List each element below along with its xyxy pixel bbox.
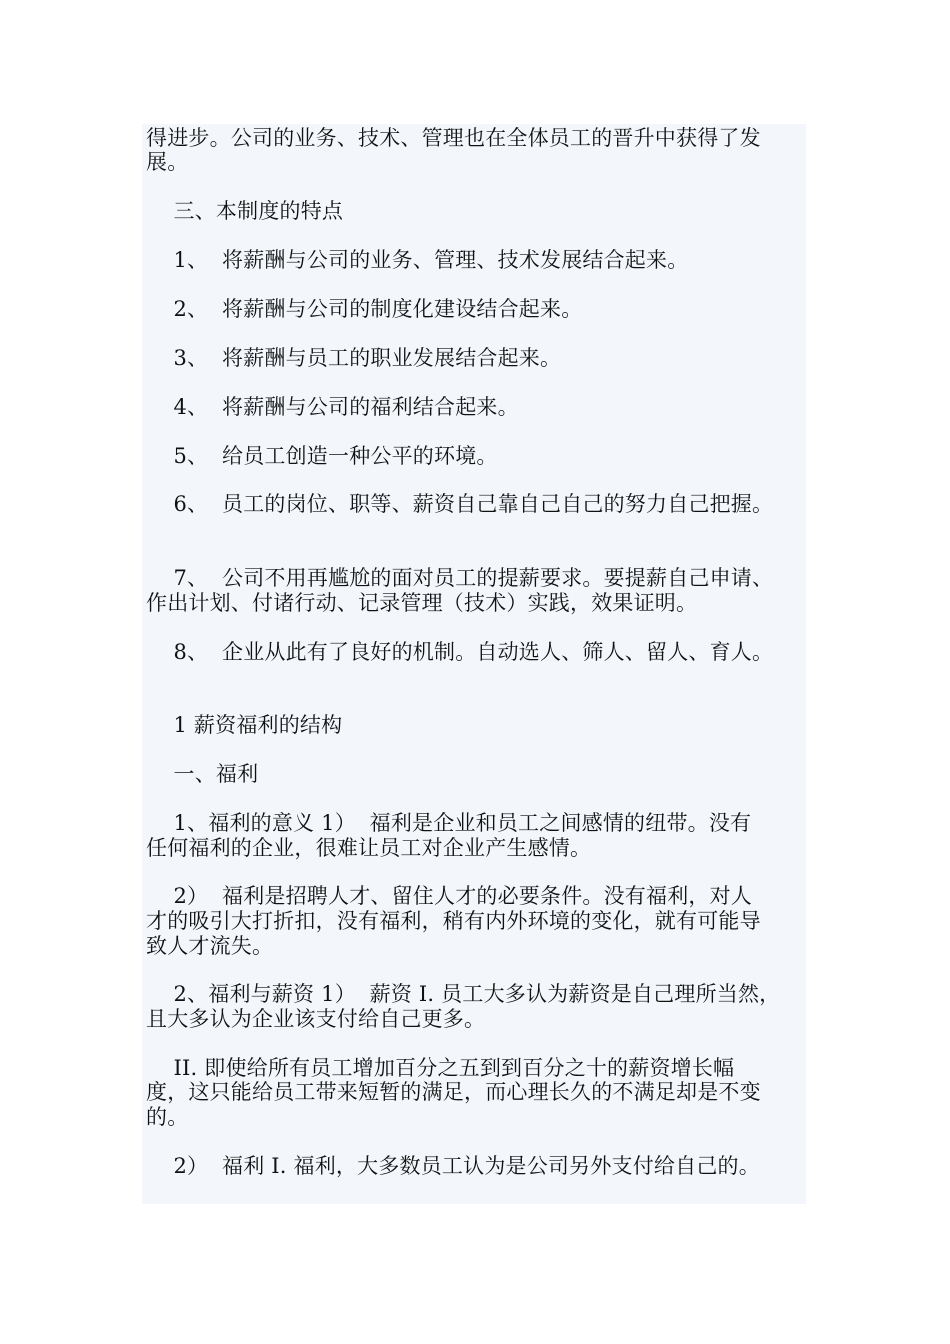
list-item: 2、 将薪酬与公司的制度化建设结合起来。: [146, 297, 583, 321]
text-block: [142, 124, 806, 1204]
text-line: 1、福利的意义 1） 福利是企业和员工之间感情的纽带。没有: [146, 811, 752, 835]
list-item: 8、 企业从此有了良好的机制。自动选人、筛人、留人、育人。: [146, 640, 774, 664]
list-item: 7、 公司不用再尴尬的面对员工的提薪要求。要提薪自己申请、: [146, 566, 774, 590]
text-line: 度，这只能给员工带来短暂的满足，而心理长久的不满足却是不变: [146, 1080, 761, 1104]
list-item: 1、 将薪酬与公司的业务、管理、技术发展结合起来。: [146, 248, 689, 272]
text-line: 且大多认为企业该支付给自己更多。: [146, 1007, 486, 1031]
text-line: 2、福利与薪资 1） 薪资 I. 员工大多认为薪资是自己理所当然，: [146, 982, 781, 1006]
text-line: 任何福利的企业，很难让员工对企业产生感情。: [146, 836, 592, 860]
text-line: 2） 福利是招聘人才、留住人才的必要条件。没有福利，对人: [146, 884, 753, 908]
list-item: 5、 给员工创造一种公平的环境。: [146, 444, 498, 468]
text-line: 得进步。公司的业务、技术、管理也在全体员工的晋升中获得了发: [146, 126, 761, 150]
section-heading: 1 薪资福利的结构: [146, 713, 343, 737]
text-line: 的。: [146, 1105, 189, 1129]
text-line: 2） 福利 I. 福利，大多数员工认为是公司另外支付给自己的。: [146, 1154, 760, 1178]
list-item: 4、 将薪酬与公司的福利结合起来。: [146, 395, 519, 419]
section-heading: 三、本制度的特点: [146, 199, 344, 223]
text-line: II. 即使给所有员工增加百分之五到到百分之十的薪资增长幅: [146, 1056, 735, 1080]
list-item: 3、 将薪酬与员工的职业发展结合起来。: [146, 346, 562, 370]
text-line: 展。: [146, 150, 189, 174]
text-line: 致人才流失。: [146, 934, 274, 958]
text-line: 作出计划、付诸行动、记录管理（技术）实践，效果证明。: [146, 591, 698, 615]
text-line: 才的吸引大打折扣，没有福利，稍有内外环境的变化，就有可能导: [146, 909, 761, 933]
list-item: 6、 员工的岗位、职等、薪资自己靠自己自己的努力自己把握。: [146, 492, 774, 516]
section-heading: 一、福利: [146, 762, 259, 786]
